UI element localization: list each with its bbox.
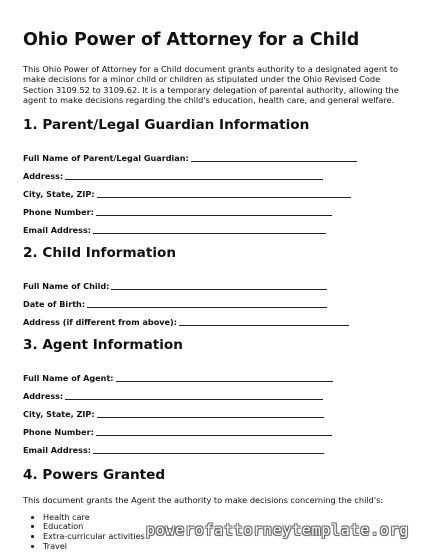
agent-city-state-zip-field[interactable] (23, 401, 401, 419)
section-parent-title: 1. Parent/Legal Guardian Information (23, 116, 310, 133)
agent-phone-line[interactable] (96, 427, 332, 436)
watermark-url: powerofattorneytemplate.org (145, 521, 409, 539)
list-item: • Travel (43, 542, 401, 552)
list-item: • Education (43, 522, 401, 532)
field-label: Date of Birth: (23, 298, 86, 309)
parent-address-field[interactable] (23, 163, 401, 181)
list-item: • Health care (43, 513, 401, 523)
agent-address-field[interactable] (23, 383, 401, 401)
field-label: Phone Number: (23, 206, 94, 217)
parent-address-line[interactable] (65, 171, 323, 180)
parent-phone-line[interactable] (96, 207, 332, 216)
parent-email-line[interactable] (93, 225, 326, 234)
agent-email-field[interactable] (23, 437, 401, 455)
agent-full-name-field[interactable] (23, 365, 401, 383)
parent-city-state-zip-line[interactable] (97, 189, 351, 198)
parent-phone-field[interactable] (23, 199, 401, 217)
section-agent-title: 3. Agent Information (23, 336, 183, 353)
agent-address-line[interactable] (65, 391, 323, 400)
field-label: Email Address: (23, 224, 91, 235)
parent-city-state-zip-field[interactable] (23, 181, 401, 199)
field-label: Full Name of Parent/Legal Guardian: (23, 152, 189, 163)
field-label: Address (if different from above): (23, 316, 177, 327)
child-dob-line[interactable] (87, 299, 327, 308)
field-label: City, State, ZIP: (23, 188, 95, 199)
parent-full-name-line[interactable] (191, 153, 357, 162)
child-address-line[interactable] (179, 317, 349, 326)
child-full-name-line[interactable] (111, 281, 327, 290)
powers-intro: This document grants the Agent the authority to make decisions concerning the child's: (23, 494, 384, 505)
section-powers-title: 4. Powers Granted (23, 466, 166, 483)
agent-city-state-zip-line[interactable] (97, 409, 324, 418)
child-address-field[interactable] (23, 309, 401, 327)
document-title: Ohio Power of Attorney for a Child (23, 30, 360, 50)
parent-full-name-field[interactable] (23, 145, 401, 163)
field-label: Address: (23, 390, 64, 401)
field-label: Full Name of Child: (23, 280, 110, 291)
agent-phone-field[interactable] (23, 419, 401, 437)
document-intro: This Ohio Power of Attorney for a Child document grants authority to a designated agent to make decisions for a minor child or children as stipulated under the Ohio Revised Code Section 3109.52 to 3109.62. It is a temporary delegation of parental authority, allowing the agent to make decisions regarding the child's education, health care, and general welfare. (23, 64, 399, 106)
list-item: • Extra-curricular activities (43, 532, 401, 542)
parent-email-field[interactable] (23, 217, 401, 235)
field-label: Full Name of Agent: (23, 372, 114, 383)
section-child-title: 2. Child Information (23, 244, 176, 261)
field-label: Address: (23, 170, 64, 181)
field-label: Phone Number: (23, 426, 94, 437)
field-label: Email Address: (23, 444, 91, 455)
child-dob-field[interactable] (23, 291, 401, 309)
agent-email-line[interactable] (93, 445, 324, 454)
agent-full-name-line[interactable] (116, 373, 333, 382)
child-full-name-field[interactable] (23, 273, 401, 291)
field-label: City, State, ZIP: (23, 408, 95, 419)
